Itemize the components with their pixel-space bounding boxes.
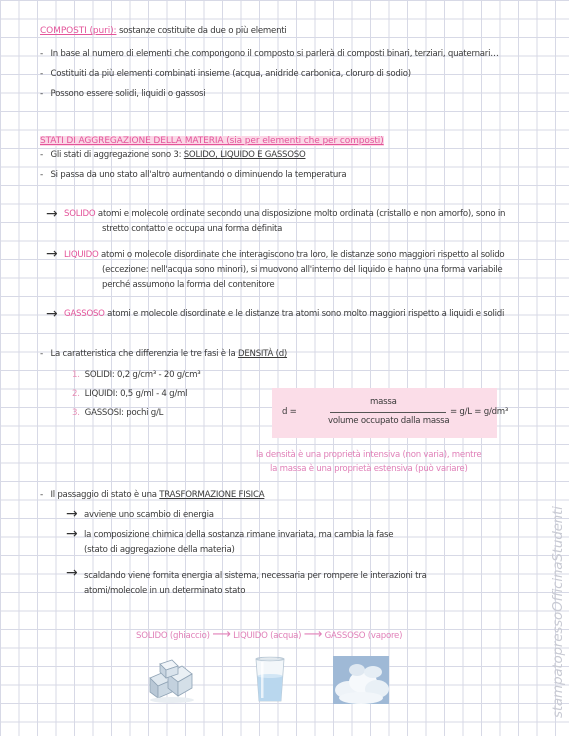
formula-d: d = (282, 407, 297, 417)
dash-bullet: - (40, 150, 43, 160)
arrow-icon: → (66, 526, 78, 542)
bullet-text: Possono essere solidi, liquidi o gassosi (50, 89, 206, 99)
list-item (40, 67, 411, 82)
bullet-text: In base al numero di elementi che compongono il composto si parlerà di composti binari, terziari, quaternari… (50, 49, 499, 59)
bullet-text: Gli stati di aggregazione sono 3: (50, 150, 182, 160)
density-underlined: DENSITÀ (d) (237, 349, 288, 359)
dash-bullet: - (40, 349, 43, 359)
arrow-icon: → (66, 565, 78, 581)
cloud-vapor-image (333, 656, 389, 704)
solido-label: SOLIDO (64, 209, 96, 219)
phase-flow (136, 627, 402, 642)
formula-numerator: massa (370, 397, 397, 407)
watermark: stampatopressoOfficinaStudenti (550, 506, 566, 718)
list-number: 3. (72, 408, 80, 418)
dash-bullet: - (40, 69, 43, 79)
solido-line-1 (64, 207, 505, 222)
stati-heading: STATI DI AGGREGAZIONE DELLA MATERIA (sia per elementi che per composti) (40, 136, 384, 146)
transformation-point-3b: atomi/molecole in un determinato stato (84, 586, 246, 596)
composti-definition: sostanze costituite da due o più elementi (118, 26, 287, 36)
list-number: 1. (72, 370, 80, 380)
gassoso-text: atomi e molecole disordinate e le distanze tra atomi sono molto maggiori rispetto a liquidi e solidi (107, 309, 505, 319)
arrow-icon: → (46, 246, 58, 262)
liquido-text: atomi o molecole disordinate che interagiscono tra loro, le distanze sono maggiori rispetto al solido (101, 250, 505, 260)
bullet-text: Il passaggio di stato è una (50, 490, 157, 500)
density-list-item (72, 368, 200, 383)
arrow-icon: → (46, 306, 58, 322)
density-note-1: la densità è una proprietà intensiva (non varia), mentre (256, 450, 482, 460)
gassoso-line-1 (64, 307, 504, 322)
density-list-item (72, 406, 163, 421)
density-value: GASSOSI: pochi g/L (84, 408, 164, 418)
density-list-item (72, 387, 187, 402)
density-value: SOLIDI: 0,2 g/cm³ - 20 g/cm³ (84, 370, 201, 380)
liquido-label: LIQUIDO (64, 250, 99, 260)
arrow-icon: → (46, 206, 58, 222)
dash-bullet: - (40, 170, 43, 180)
composti-heading-line (40, 24, 287, 39)
list-item (40, 47, 499, 62)
liquido-line-1 (64, 248, 504, 263)
density-formula-box (272, 388, 509, 438)
transformation-point-2b: (stato di aggregazione della materia) (84, 545, 235, 555)
transformation-point-2: la composizione chimica della sostanza rimane invariata, ma cambia la fase (84, 530, 394, 540)
solido-text: atomi e molecole ordinate secondo una disposizione molto ordinata (cristallo e non amorfo), sono in (97, 209, 506, 219)
formula-units: = g/L = g/dm³ (450, 407, 509, 417)
transformation-point-1: avviene uno scambio di energia (84, 510, 214, 520)
ice-cubes-image (146, 656, 198, 704)
list-item (40, 148, 305, 163)
water-glass-image (252, 656, 288, 704)
list-item (40, 87, 205, 102)
states-underlined: SOLIDO, LIQUIDO E GASSOSO (183, 150, 306, 160)
flow-liquid: LIQUIDO (acqua) (233, 631, 302, 641)
gassoso-label: GASSOSO (64, 309, 105, 319)
list-number: 2. (72, 389, 80, 399)
bullet-text: Si passa da uno stato all'altro aumentando o diminuendo la temperatura (50, 170, 347, 180)
dash-bullet: - (40, 490, 43, 500)
liquido-text-3: perché assumono la forma del contenitore (102, 280, 275, 290)
list-item (40, 488, 264, 503)
formula-denominator: volume occupato dalla massa (328, 416, 450, 426)
liquido-text-2: (eccezione: nell'acqua sono minori), si muovono all'interno del liquido e hanno una forma variabile (102, 265, 503, 275)
arrow-icon: → (66, 506, 78, 522)
solido-text-2: stretto contatto e occupa una forma definita (102, 224, 283, 234)
list-item (40, 168, 346, 183)
flow-solid: SOLIDO (ghiaccio) (136, 631, 210, 641)
density-note-2: la massa è una proprietà estensiva (può variare) (270, 464, 468, 474)
flow-gas: GASSOSO (vapore) (324, 631, 403, 641)
stati-heading-wrap (40, 128, 384, 147)
composti-heading: COMPOSTI (puri): (40, 26, 117, 36)
bullet-text: La caratteristica che differenzia le tre fasi è la (50, 349, 236, 359)
flow-arrow-icon: ⟶ (212, 627, 231, 642)
dash-bullet: - (40, 89, 43, 99)
density-value: LIQUIDI: 0,5 g/ml - 4 g/ml (84, 389, 188, 399)
dash-bullet: - (40, 49, 43, 59)
fraction-line (330, 412, 446, 413)
list-item (40, 347, 287, 362)
flow-arrow-icon: ⟶ (303, 627, 323, 642)
bullet-text: Costituiti da più elementi combinati insieme (acqua, anidride carbonica, cloruro di sodio) (50, 69, 411, 79)
transformation-point-3: scaldando viene fornita energia al sistema, necessaria per rompere le interazioni tra (84, 571, 427, 581)
transformation-underlined: TRASFORMAZIONE FISICA (159, 490, 265, 500)
